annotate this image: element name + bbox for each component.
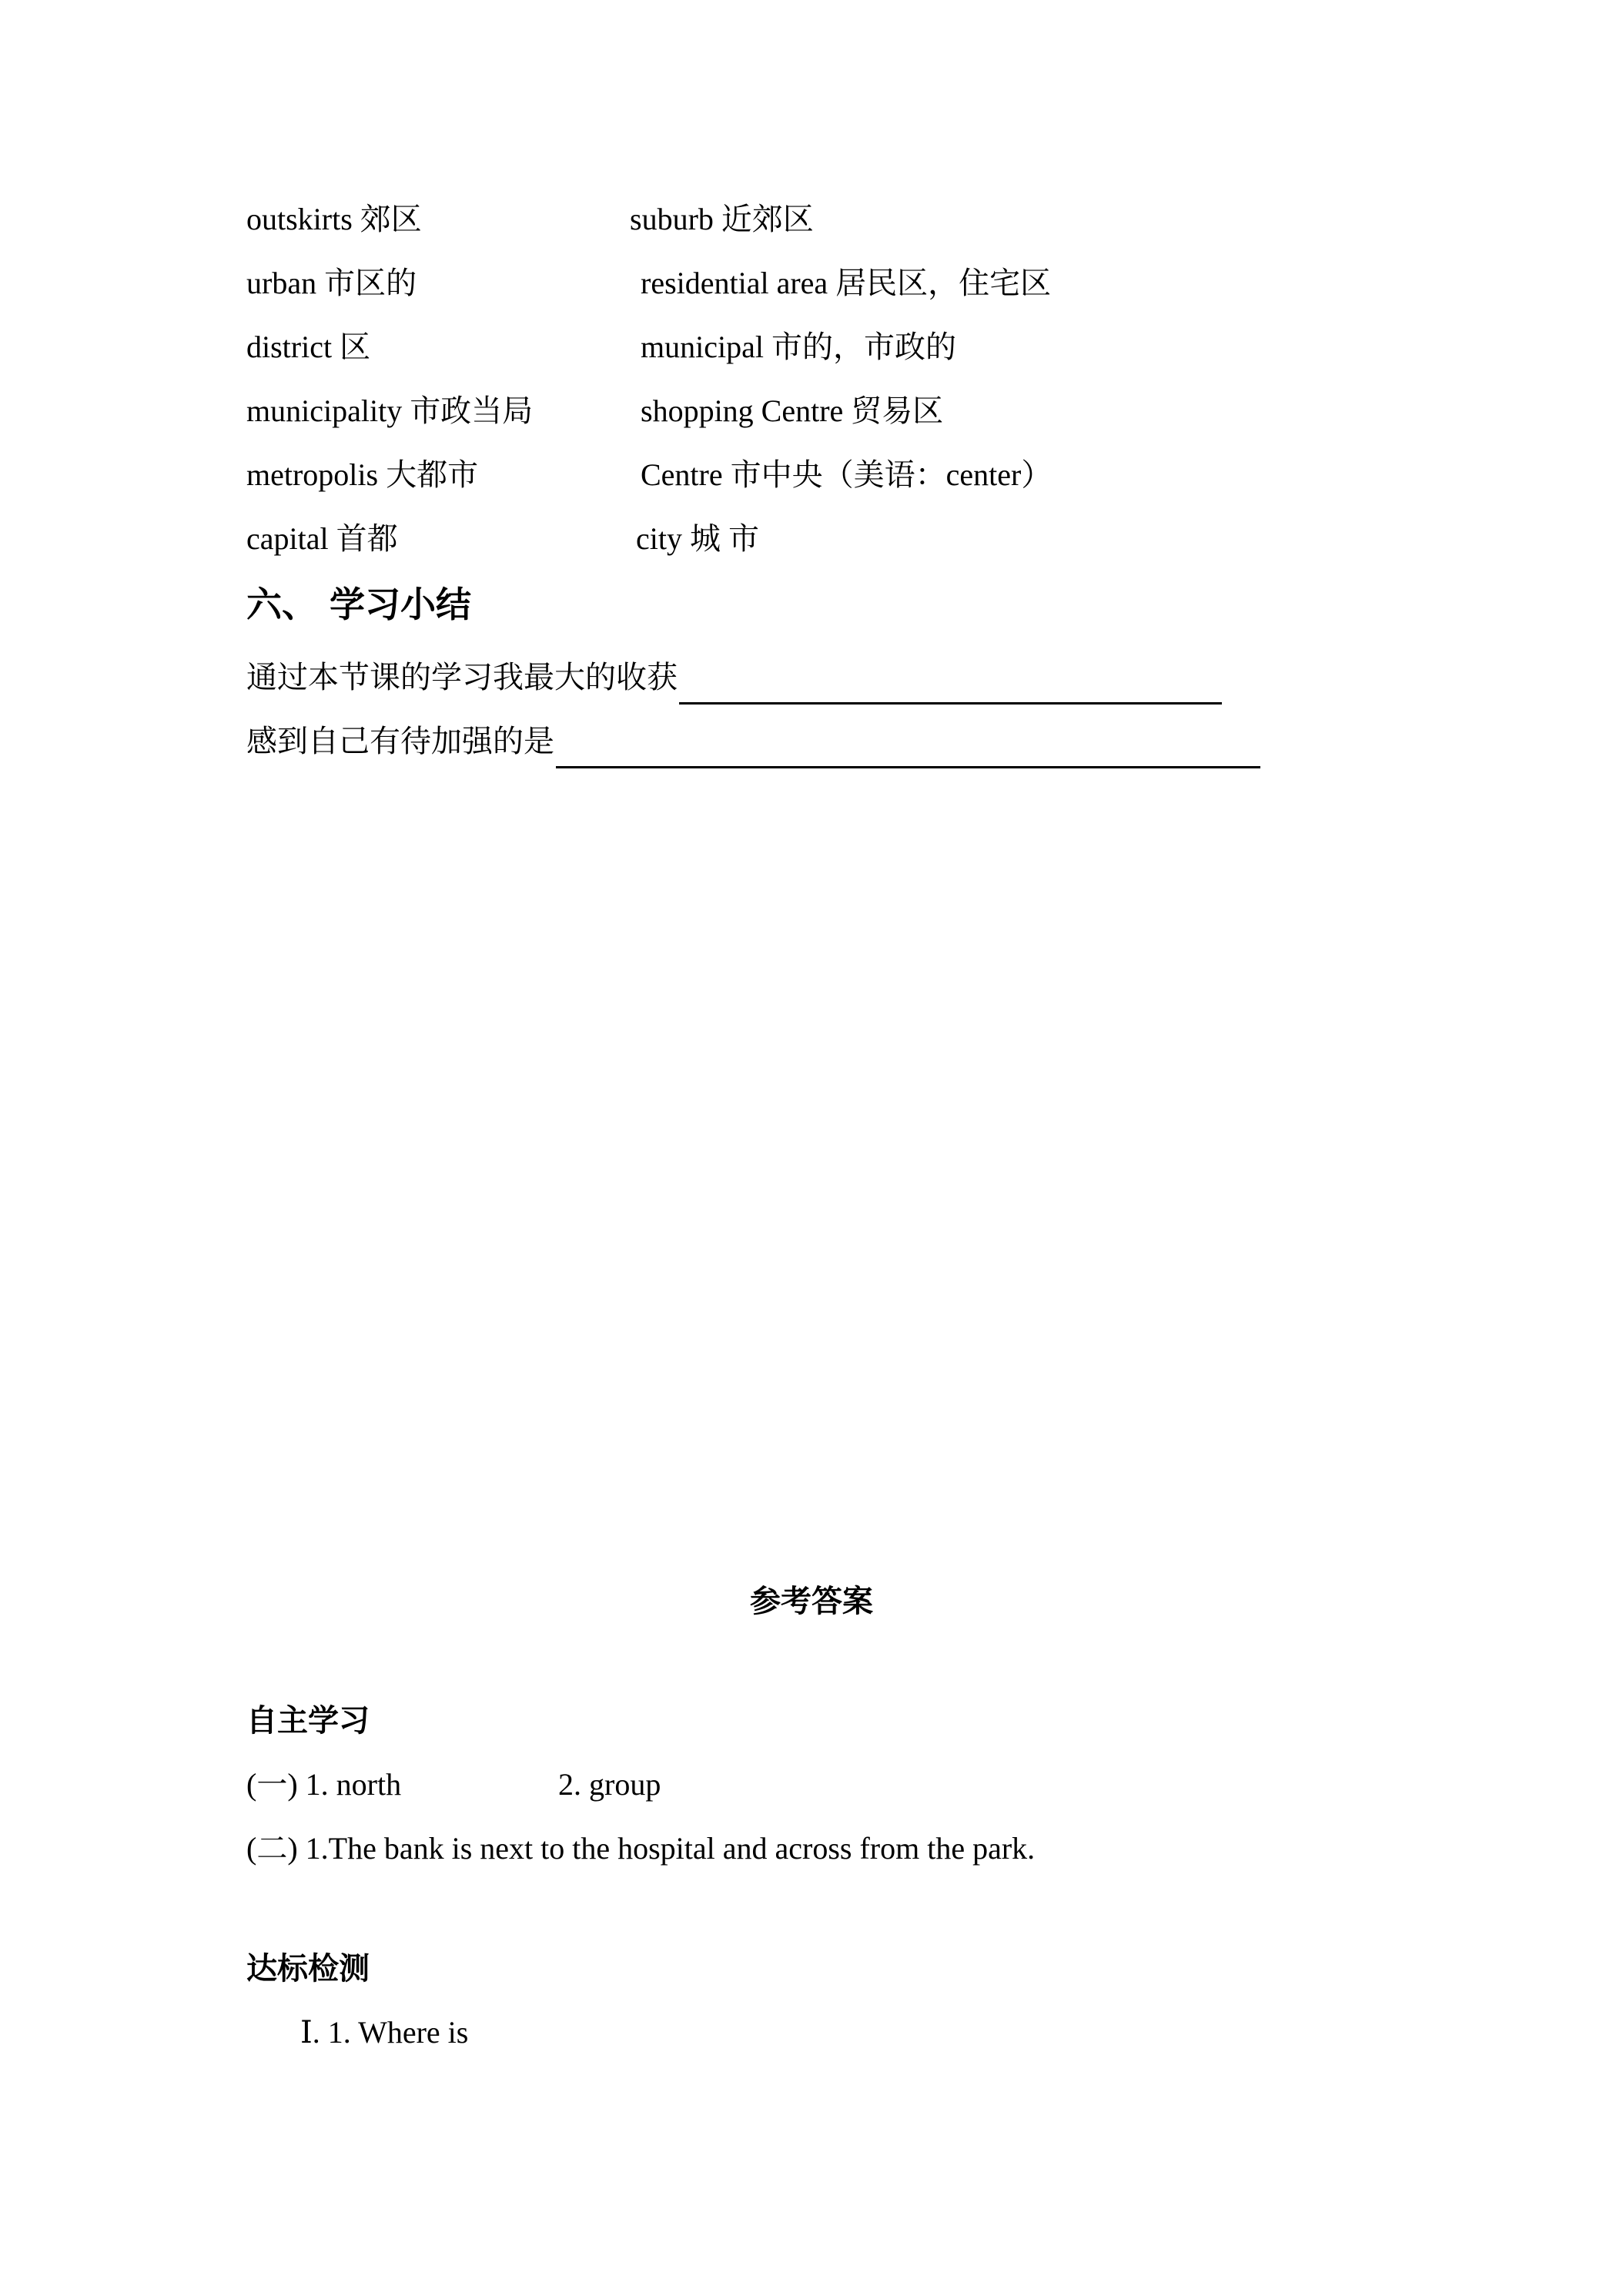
vocab-row	[246, 320, 1401, 374]
vocab-row	[246, 512, 1401, 566]
answer-item: (一) 1. north	[246, 1767, 402, 1802]
vocab-term: municipal 市的，市政的	[641, 330, 956, 364]
answer-item: Ⅰ. 1. Where is	[300, 2015, 469, 2050]
vocab-term: district 区	[246, 330, 371, 364]
vocab-term: metropolis 大都市	[246, 457, 479, 492]
answer-item: 2. group	[558, 1767, 661, 1802]
summary-line-gain	[246, 651, 1222, 705]
test-heading: 达标检测	[246, 1951, 370, 1986]
answer-part-1	[246, 1758, 661, 1812]
vocab-term: urban 市区的	[246, 266, 417, 300]
summary-line-improve	[246, 715, 1260, 768]
vocab-term: Centre 市中央（美语：center）	[641, 457, 1052, 492]
vocab-row	[246, 192, 1401, 246]
answer-key-title: 参考答案	[750, 1584, 873, 1619]
answer-item: (二) 1.The bank is next to the hospital and across from the park.	[246, 1831, 1036, 1866]
vocab-term: capital 首都	[246, 521, 398, 556]
section-title: 六、 学习小结	[246, 584, 472, 625]
vocab-term: suburb 近郊区	[630, 202, 814, 236]
answer-blank[interactable]	[679, 665, 1222, 705]
prompt-text: 通过本节课的学习我最大的收获	[246, 660, 678, 694]
test-answer-item	[300, 2006, 468, 2060]
self-study-heading: 自主学习	[246, 1703, 370, 1739]
prompt-text: 感到自己有待加强的是	[246, 724, 554, 758]
answer-part-2	[246, 1822, 1035, 1876]
vocab-term: city 城 市	[636, 521, 759, 556]
vocab-row	[246, 384, 1401, 438]
vocab-term: municipality 市政当局	[246, 393, 534, 428]
vocab-term: residential area 居民区，住宅区	[641, 266, 1052, 300]
vocab-term: shopping Centre 贸易区	[641, 393, 944, 428]
vocab-row	[246, 256, 1401, 310]
answer-blank[interactable]	[556, 729, 1260, 768]
vocab-row	[246, 448, 1401, 502]
vocab-term: outskirts 郊区	[246, 202, 422, 236]
